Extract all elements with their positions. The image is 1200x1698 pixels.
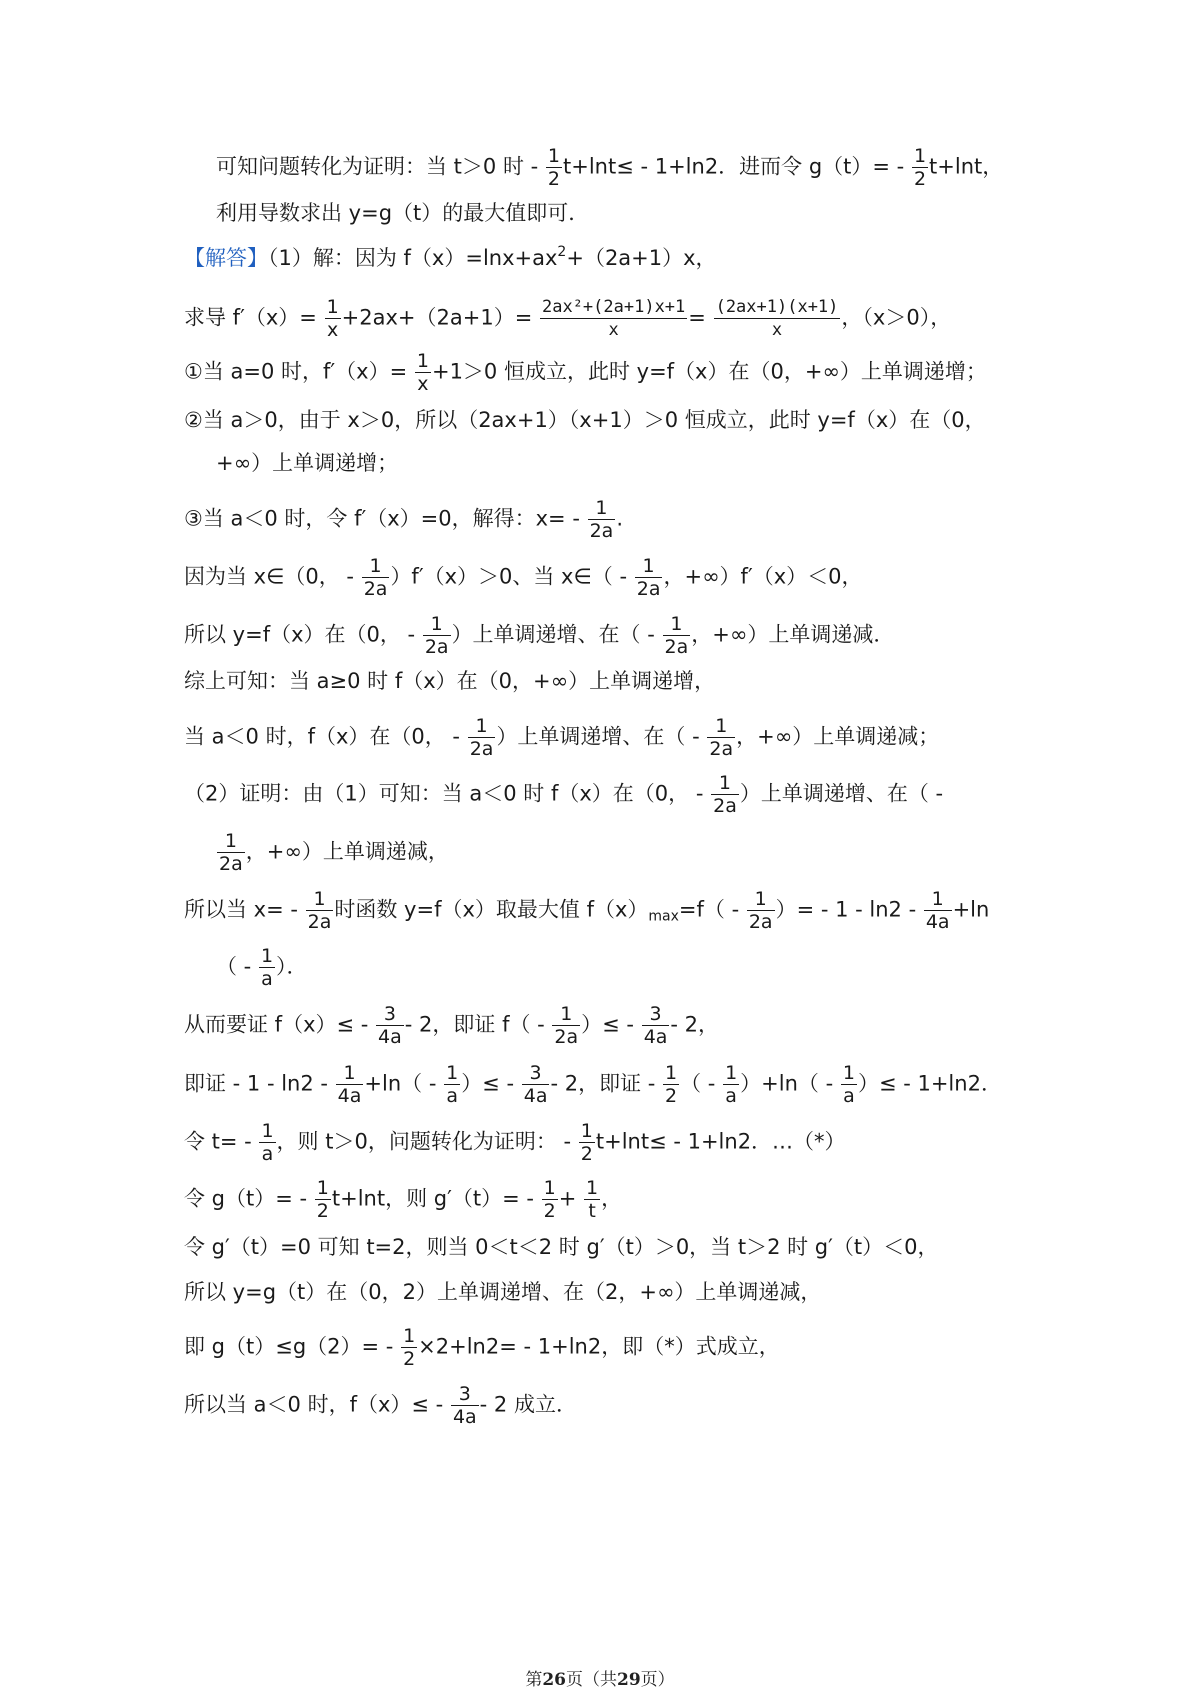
fraction: $\frac{1}{2a}$ [219,830,243,875]
fraction: $\frac{1}{2a}$ [424,613,449,658]
answer-tag: 【解答】 [184,246,268,270]
text: 可知问题转化为证明：当 t＞0 时 - [216,154,539,179]
solution-line-16: （ - $\frac{1}{a}$ ）． [216,945,308,990]
intro-line-1 [216,145,1050,190]
solution-line-3: 【解答】（1）解：因为 $f(x)=\ln x+ax^2+(2a+1)x$， [184,244,717,270]
fraction: $\frac{1}{2a}$ [363,555,388,600]
fraction: $\frac{1}{a}$ [842,1062,855,1107]
solution-line-18: 即证 - 1 - ln2 - $\frac{1}{4a}$ +ln（ - $\frac{1}{a}$ ）≤ - $\frac{3}{4a}$ - 2，即证 - $\frac{1}{2}$ （ - $\frac{1}{a}$ ）+ln（ - $\frac{1}{a}$ ）≤ - 1+ln2． [184,1062,1002,1107]
solution-line-12: 当 a＜0 时，f（x）在（0， - $\frac{1}{2a}$ ）上单调递增、在（ - $\frac{1}{2a}$ ，+∞）上单调递减； [184,715,940,760]
solution-line-24: 所以当 a＜0 时，f（x）≤ - $\frac{3}{4a}$ - 2 成立． [184,1383,577,1428]
solution-line-11: 综上可知：当 a≥0 时 f（x）在（0，+∞）上单调递增， [184,669,716,693]
fraction: $\frac{1}{2}$ [547,145,560,190]
fraction: $\frac{3}{4a}$ [452,1383,477,1428]
solution-line-5: ①当 a=0 时，f′（x）= $\frac{1}{x}$ +1＞0 恒成立，此时 y=f（x）在（0，+∞）上单调递增； [184,350,987,395]
solution-line-20: 令 g（t）= - $\frac{1}{2}$ t+lnt，则 g′（t）= - $\frac{1}{2}$ + $\frac{1}{t}$ ， [184,1177,623,1222]
fraction-factored: $\frac{(2ax+1)(x+1)}{x}$ [715,297,839,340]
solution-line-17: 从而要证 f（x）≤ - $\frac{3}{4a}$ - 2，即证 f（ - $\frac{1}{2a}$ ）≤ - $\frac{3}{4a}$ - 2， [184,1003,720,1048]
intro-line-2: 利用导数求出 y=g（t）的最大值即可． [216,201,590,225]
page-number: 26 [542,1670,566,1690]
text: t+lnt≤ - 1+ln2．进而令 g（t）= - [562,154,905,179]
fraction: $\frac{1}{t}$ [586,1177,599,1222]
fraction: $\frac{1}{2}$ [543,1177,556,1222]
fraction: $\frac{1}{a}$ [260,945,274,990]
solution-line-15: 所以当 x= - $\frac{1}{2a}$ 时函数 y=f（x）取最大值 $f(x)_{max}=f$（ - $\frac{1}{2a}$ ）= - 1 - ln2 - $\frac{1}{4a}$ +ln [184,888,990,933]
fraction: $\frac{1}{2a}$ [664,613,689,658]
solution-line-7: +∞）上单调递增； [216,451,399,475]
solution-line-6: ②当 a＞0，由于 x＞0，所以（2ax+1）（x+1）＞0 恒成立，此时 y=f（x）在（0， [184,408,986,432]
fraction: $\frac{1}{2}$ [403,1325,416,1370]
fraction: $\frac{1}{4a}$ [925,888,950,933]
fraction: $\frac{1}{2a}$ [713,772,737,817]
fraction: $\frac{1}{2}$ [665,1062,678,1107]
fraction: $\frac{1}{a}$ [261,1120,274,1165]
fraction: $\frac{1}{2a}$ [748,888,773,933]
solution-line-8: ③当 a＜0 时，令 f′（x）=0，解得：x= - $\frac{1}{2a}$ . [184,497,624,542]
solution-line-10: 所以 y=f（x）在（0， - $\frac{1}{2a}$ ）上单调递增、在（ - $\frac{1}{2a}$ ，+∞）上单调递减． [184,613,895,658]
solution-line-22: 所以 y=g（t）在（0，2）上单调递增、在（2，+∞）上单调递减， [184,1280,822,1304]
fraction: $\frac{1}{2a}$ [554,1003,579,1048]
solution-line-13: （2）证明：由（1）可知：当 a＜0 时 f（x）在（0， - $\frac{1}{2a}$ ）上单调递增、在（ - [184,772,944,817]
solution-line-19: 令 t= - $\frac{1}{a}$ ，则 t＞0，问题转化为证明： - $\frac{1}{2}$ t+lnt≤ - 1+ln2．…（*） [184,1120,846,1165]
fraction-derivative: $\frac{\text{2ax²+(2a+1)x+1}}{x}$ [541,297,686,340]
fraction: $\frac{3}{4a}$ [643,1003,668,1048]
page-total: 29 [617,1670,641,1690]
fraction: $\frac{3}{4a}$ [378,1003,402,1048]
fraction: $\frac{1}{a}$ [725,1062,738,1107]
solution-line-9: 因为当 x∈（0， - $\frac{1}{2a}$ ）f′（x）＞0、当 x∈（ - $\frac{1}{2a}$ ，+∞）f′（x）＜0， [184,555,863,600]
fraction: $\frac{1}{x}$ [326,296,339,341]
fraction: $\frac{1}{x}$ [416,350,429,395]
page-footer: 第26页（共29页） [525,1670,675,1690]
solution-line-4: 求导 f′（x）= $\frac{1}{x}$ +2ax+（2a+1）= $\frac{\text{2ax²+(2a+1)x+1}}{x}$ = $\frac{(2ax+1)(x+1)}{x}$ ，（x＞0）， [184,296,952,341]
solution-line-23: 即 g（t）≤g（2）= - $\frac{1}{2}$ ×2+ln2= - 1+ln2，即（*）式成立， [184,1325,780,1370]
fraction: $\frac{3}{4a}$ [523,1062,548,1107]
fraction: $\frac{1}{2a}$ [636,555,661,600]
fraction: $\frac{1}{2a}$ [589,497,614,542]
text: t+lnt， [929,154,1004,179]
fraction: $\frac{1}{4a}$ [337,1062,362,1107]
fraction: $\frac{1}{2}$ [913,145,927,190]
fraction: $\frac{1}{2a}$ [307,888,332,933]
solution-line-14: $\frac{1}{2a}$ ，+∞）上单调递减， [219,830,449,875]
fraction: $\frac{1}{2a}$ [709,715,734,760]
fraction: $\frac{1}{2}$ [580,1120,593,1165]
fraction: $\frac{1}{a}$ [446,1062,459,1107]
fraction: $\frac{1}{2}$ [316,1177,329,1222]
fraction: $\frac{1}{2a}$ [469,715,494,760]
solution-line-21: 令 g′（t）=0 可知 t=2，则当 0＜t＜2 时 g′（t）＞0，当 t＞2 时 g′（t）＜0， [184,1235,939,1259]
